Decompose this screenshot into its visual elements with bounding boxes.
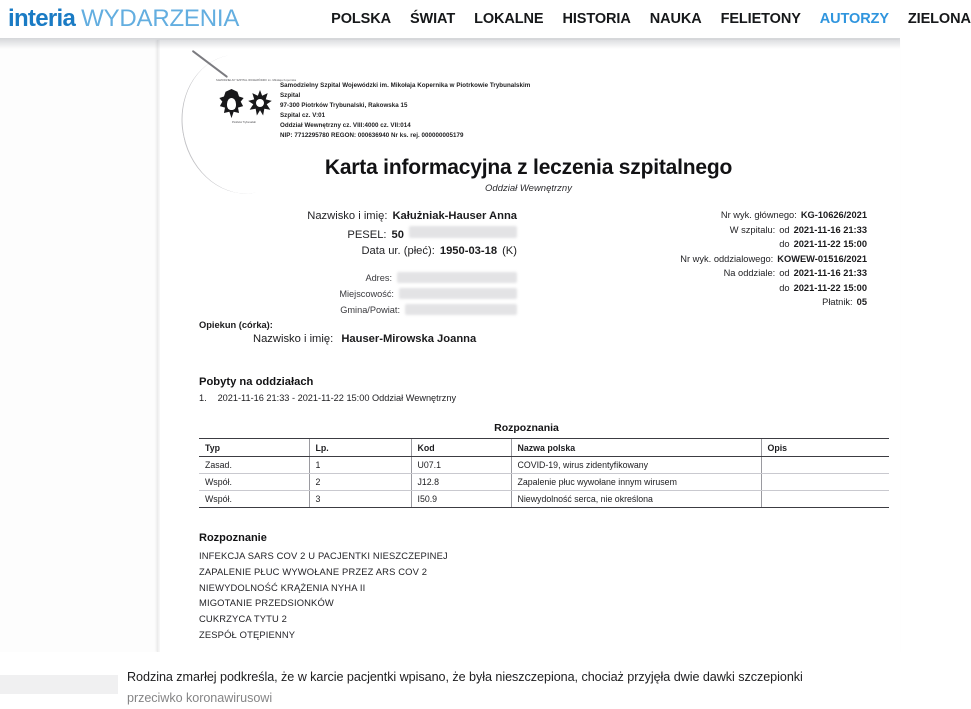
table-row <box>199 457 889 474</box>
table-row <box>199 491 889 508</box>
guardian-section-label: Opiekun (córka): <box>199 320 273 330</box>
document-subtitle: Oddział Wewnętrzny <box>485 183 572 194</box>
nav-item-historia[interactable]: HISTORIA <box>562 11 631 27</box>
admission-row-ward-from <box>557 268 867 278</box>
letterhead-line-6: NIP: 7712295780 REGON: 000636940 Nr ks. rej. 000000005179 <box>280 132 464 140</box>
hospital-emblem-stamp <box>212 78 297 126</box>
letterhead-line-3: 97-300 Piotrków Trybunalski, Rakowska 15 <box>280 102 408 110</box>
nav-item-lokalne[interactable]: LOKALNE <box>474 11 544 27</box>
article-caption-line-2: przeciwko koronawirusowi <box>127 691 273 705</box>
header-shadow <box>0 38 900 49</box>
address-street-row <box>157 272 517 283</box>
document-title: Karta informacyjna z leczenia szpitalnego <box>324 156 733 179</box>
diagnoses-table-caption: Rozpoznania <box>494 422 559 434</box>
table-row <box>199 474 889 491</box>
admission-details-block <box>557 210 867 312</box>
scanned-hospital-discharge-document <box>157 40 900 652</box>
admission-hospital-to-value: 2021-11-22 15:00 <box>793 239 867 249</box>
admission-row-main-number <box>557 210 867 220</box>
diagnosis-list <box>199 548 448 643</box>
nav-item-felietony[interactable]: FELIETONY <box>720 11 801 27</box>
admission-row-ward-to <box>557 283 867 293</box>
patient-pesel-row <box>157 226 517 241</box>
cell-nazwa: COVID-19, wirus zidentyfikowany <box>511 457 761 474</box>
article-caption-line-1: Rodzina zmarłej podkreśla, że w karcie pacjentki wpisano, że była nieszczepiona, chociaż przyjęła dwie dawki szczepionki <box>127 670 803 684</box>
patient-name-row <box>157 210 517 222</box>
diagnosis-list-item: NIEWYDOLNOŚĆ KRĄŻENIA NYHA II <box>199 581 366 593</box>
brand-name-primary: interia <box>8 5 76 32</box>
cell-opis <box>761 457 889 474</box>
cell-nazwa: Zapalenie płuc wywołane innym wirusem <box>511 474 761 491</box>
ward-stay-text: 2021-11-16 21:33 - 2021-11-22 15:00 Oddział Wewnętrzny <box>217 393 457 403</box>
patient-sex-value: (K) <box>502 245 517 257</box>
address-street-label: Adres: <box>365 272 392 283</box>
column-header-lp: Lp. <box>309 439 411 457</box>
column-header-opis: Opis <box>761 439 889 457</box>
redaction-block-county <box>405 304 517 315</box>
column-header-typ: Typ <box>199 439 309 457</box>
nav-item-swiat[interactable]: ŚWIAT <box>409 11 456 27</box>
article-caption-area <box>0 652 900 705</box>
stamp-caption-top-text: SAMODZIELNY SZPITAL WOJEWÓDZKI im. Mikołaja Kopernika <box>216 79 297 82</box>
admission-row-hospital-to <box>557 239 867 249</box>
column-header-nazwa-polska: Nazwa polska <box>511 439 761 457</box>
guardian-name-value: Hauser-Mirowska Joanna <box>341 333 477 345</box>
payer-value: 05 <box>856 297 867 307</box>
site-logo[interactable] <box>8 5 239 33</box>
admission-hospital-from-prefix: od <box>779 224 790 235</box>
payer-label: Płatnik: <box>822 297 853 307</box>
diagnosis-list-item: ZAPALENIE PŁUC WYWOŁANE PRZEZ ARS COV 2 <box>199 565 428 577</box>
brand-name-secondary: WYDARZENIA <box>81 5 240 32</box>
cell-kod: I50.9 <box>411 491 511 508</box>
redaction-block-address <box>397 272 517 283</box>
cell-lp: 3 <box>309 491 411 508</box>
letterhead-address-block <box>280 81 530 141</box>
cell-kod: U07.1 <box>411 457 511 474</box>
admission-ward-to-value: 2021-11-22 15:00 <box>793 282 867 293</box>
patient-name-value: Kałużniak-Hauser Anna <box>392 210 517 222</box>
cell-kod: J12.8 <box>411 474 511 491</box>
admission-main-number-value: KG-10626/2021 <box>800 210 867 220</box>
address-city-row <box>157 288 517 299</box>
admission-row-ward-number <box>557 254 867 264</box>
column-header-kod: Kod <box>411 439 511 457</box>
nav-item-zielona[interactable]: ZIELONA <box>907 11 971 27</box>
nav-item-polska[interactable]: POLSKA <box>331 11 391 27</box>
cell-lp: 2 <box>309 474 411 491</box>
cell-typ: Współ. <box>199 491 309 508</box>
letterhead-line-5: Oddział Wewnętrzny cz. VIII:4000 cz. VII:014 <box>280 122 411 130</box>
cell-lp: 1 <box>309 457 411 474</box>
letterhead-line-4: Szpital cz. V:01 <box>280 112 326 120</box>
site-header <box>0 0 971 38</box>
letterhead-line-1: Samodzielny Szpital Wojewódzki im. Mikołaja Kopernika w Piotrkowie Trybunalskim <box>280 82 531 89</box>
nav-item-nauka[interactable]: NAUKA <box>649 11 702 27</box>
patient-pesel-label: PESEL: <box>347 229 387 241</box>
admission-ward-from-prefix: od <box>779 268 790 278</box>
admission-ward-to-prefix: do <box>779 282 790 293</box>
eagle-emblem-icon <box>218 89 245 119</box>
admission-ward-label: Na oddziale: <box>723 268 776 278</box>
ward-stays-title: Pobyty na oddziałach <box>199 376 314 388</box>
address-city-label: Miejscowość: <box>339 288 394 299</box>
main-navigation <box>331 11 971 27</box>
diagnosis-list-item: ZESPÓŁ OTĘPIENNY <box>199 628 296 640</box>
admission-hospital-from-value: 2021-11-16 21:33 <box>793 224 867 235</box>
redaction-block-city <box>399 288 517 299</box>
hospital-letterhead <box>212 78 530 141</box>
patient-birthdate-value: 1950-03-18 <box>439 245 498 257</box>
nav-item-autorzy[interactable]: AUTORZY <box>819 11 889 27</box>
diagnoses-table <box>199 438 889 508</box>
document-left-edge <box>157 40 160 652</box>
diagnosis-list-item: INFEKCJA SARS COV 2 U PACJENTKI NIESZCZEPINEJ <box>199 550 448 561</box>
admission-ward-from-value: 2021-11-16 21:33 <box>793 268 867 278</box>
cell-opis <box>761 491 889 508</box>
patient-birthdate-row <box>157 245 517 257</box>
ward-stay-number: 1. <box>199 393 207 403</box>
admission-hospital-label: W szpitalu: <box>729 224 776 235</box>
admission-row-payer <box>557 297 867 307</box>
letterhead-line-2: Szpital <box>280 92 301 100</box>
scan-artifact-streak <box>192 50 228 78</box>
ward-stay-item <box>199 393 456 403</box>
admission-row-hospital-from <box>557 225 867 235</box>
patient-name-label: Nazwisko i imię: <box>307 210 388 222</box>
guardian-name-label: Nazwisko i imię: <box>253 333 334 345</box>
redaction-block-pesel <box>409 226 517 238</box>
admission-hospital-to-prefix: do <box>779 239 790 249</box>
table-header-row <box>199 439 889 457</box>
patient-address-block <box>157 272 517 320</box>
patient-pesel-value: 50 <box>391 229 404 241</box>
diagnosis-list-title: Rozpoznanie <box>199 532 267 544</box>
cell-typ: Współ. <box>199 474 309 491</box>
patient-birthdate-label: Data ur. (płeć): <box>361 245 435 257</box>
admission-ward-number-value: KOWEW-01516/2021 <box>777 253 867 264</box>
admission-ward-number-label: Nr wyk. oddzialowego: <box>680 253 774 264</box>
diagnosis-list-item: CUKRZYCA TYTU 2 <box>199 613 288 625</box>
address-county-label: Gmina/Powiat: <box>340 304 400 315</box>
cell-nazwa: Niewydolność serca, nie określona <box>511 491 761 508</box>
stamp-caption-bottom-text: Piotrków Trybunalski <box>232 121 256 124</box>
page-bottom-left-strip <box>0 675 118 694</box>
address-county-row <box>157 304 517 315</box>
guardian-name-row <box>253 333 476 345</box>
diagnosis-list-item: MIGOTANIE PRZEDSIONKÓW <box>199 597 334 609</box>
cell-typ: Zasad. <box>199 457 309 474</box>
patient-identity-block <box>157 210 517 261</box>
medical-star-icon <box>248 90 272 116</box>
admission-main-number-label: Nr wyk. głównego: <box>720 210 797 220</box>
cell-opis <box>761 474 889 491</box>
